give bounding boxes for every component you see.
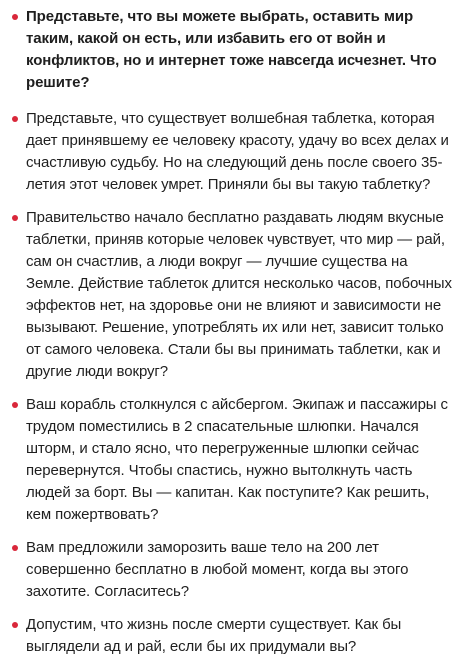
list-item [12,6,458,94]
question-text: Ваш корабль столкнулся с айсбергом. Экипаж и пассажиры с трудом поместились в 2 спасательные шлюпки. Начался шторм, и стало ясно, что перегруженные шлюпки сейчас перевернутся. Чтобы спастись, нужно вытолкнуть часть людей за борт. Вы — капитан. Как поступите? Как решить, кем пожертвовать? [26,396,448,523]
question-text: Правительство начало бесплатно раздавать людям вкусные таблетки, приняв которые человек чувствует, что мир — рай, сам он счастлив, а люди вокруг — лучшие существа на Земле. Действие таблеток длится несколько часов, побочных эффектов нет, на здоровье они не влияют и зависимости не вызывают. Решение, употреблять их или нет, зависит только от самого человека. Стали бы вы принимать таблетки, как и другие люди вокруг? [26,209,452,380]
question-text: Представьте, что существует волшебная таблетка, которая дает принявшему ее человеку красоту, удачу во всех делах и счастливую судьбу. Но на следующий день после своего 35-летия этот человек умрет. Приняли бы вы такую таблетку? [26,110,449,193]
question-text: Представьте, что вы можете выбрать, оставить мир таким, какой он есть, или избавить его от войн и конфликтов, но и интернет тоже навсегда исчезнет. Что решите? [26,8,437,91]
bullet-icon [12,215,18,221]
question-text: Допустим, что жизнь после смерти существует. Как бы выглядели ад и рай, если бы их придумали вы? [26,616,402,655]
bullet-icon [12,622,18,628]
list-item [12,614,458,658]
question-list [12,6,458,658]
bullet-icon [12,402,18,408]
list-item [12,108,458,196]
bullet-icon [12,14,18,20]
bullet-icon [12,116,18,122]
list-item [12,537,458,603]
list-item [12,394,458,526]
list-item [12,207,458,383]
question-text: Вам предложили заморозить ваше тело на 200 лет совершенно бесплатно в любой момент, когда вы этого захотите. Согласитесь? [26,539,409,600]
bullet-icon [12,545,18,551]
